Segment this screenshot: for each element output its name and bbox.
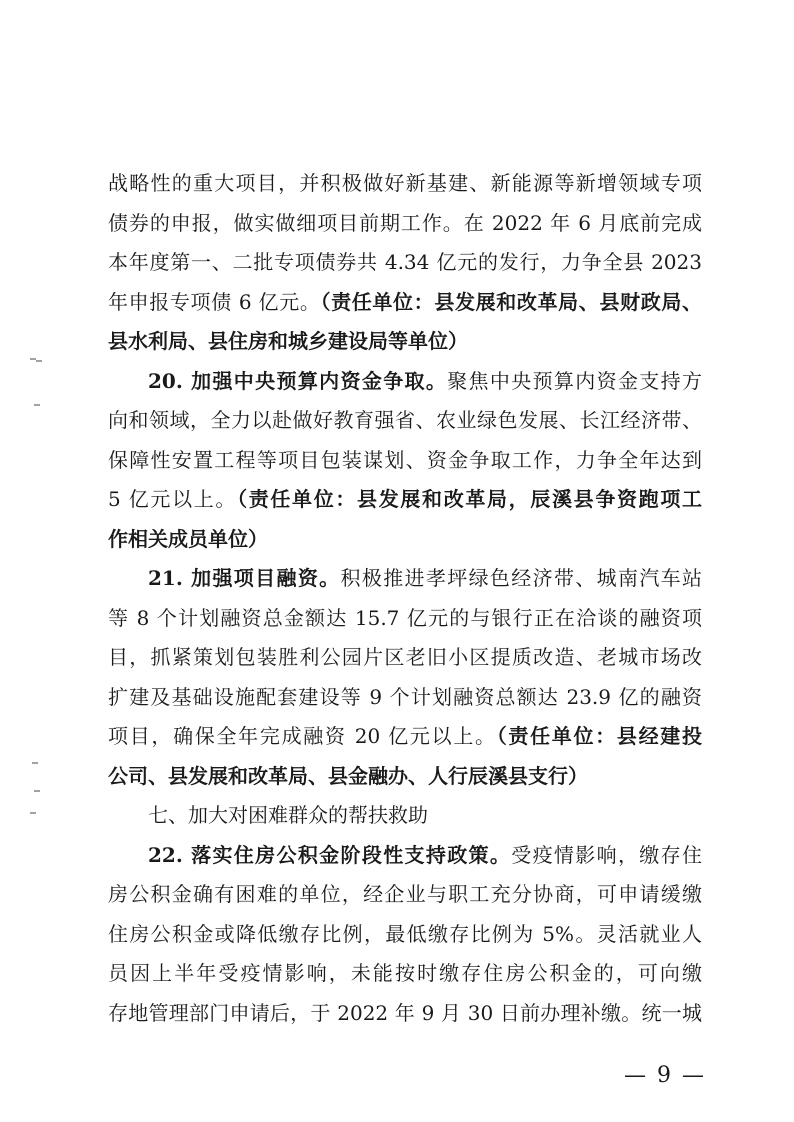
- section-heading: 七、加大对困难群众的帮扶救助: [148, 803, 428, 827]
- text-line: 县水利局、县住房和城乡建设局等单位）: [108, 329, 468, 353]
- binding-mark: [34, 404, 40, 406]
- text-line: 作相关成员单位）: [108, 526, 268, 551]
- text-line: 目，抓紧策划包装胜利公园片区老旧小区提质改造、老城市场改: [108, 645, 702, 669]
- item-title: 22. 落实住房公积金阶段性支持政策。: [148, 842, 512, 867]
- text-line: 债券的申报，做实做细项目前期工作。在 2022 年 6 月底前完成: [108, 210, 702, 235]
- page-number: — 9 —: [624, 1063, 706, 1088]
- text-line: [108, 480, 702, 520]
- text-line: 房公积金确有困难的单位，经企业与职工充分协商，可申请缓缴: [108, 882, 702, 906]
- binding-mark: [34, 790, 40, 792]
- binding-mark: [30, 812, 36, 814]
- text-line: 等 8 个计划融资总金额达 15.7 亿元的与银行正在洽谈的融资项: [108, 605, 702, 630]
- text-segment: 5 亿元以上。: [108, 487, 238, 511]
- item-22-heading-line: [108, 836, 702, 876]
- text-line: 战略性的重大项目，并积极做好新基建、新能源等新增领域专项: [108, 171, 702, 195]
- item-title: 20. 加强中央预算内资金争取。: [148, 368, 448, 393]
- binding-mark: [36, 360, 42, 362]
- body-text: [108, 164, 702, 1033]
- text-line: 本年度第一、二批专项债券共 4.34 亿元的发行，力争全县 2023: [108, 250, 702, 274]
- text-line: [108, 283, 702, 323]
- text-line: 保障性安置工程等项目包装谋划、资金争取工作，力争全年达到: [108, 447, 702, 472]
- text-line: 员因上半年受疫情影响，未能按时缴存住房公积金的，可向缴: [108, 961, 702, 985]
- text-line: 扩建及基础设施配套建设等 9 个计划融资总额达 23.9 亿的融资: [108, 684, 702, 709]
- text-segment: 积极推进孝坪绿色经济带、城南汽车站: [340, 566, 702, 590]
- text-segment: 聚焦中央预算内资金支持方: [447, 368, 702, 393]
- text-line: [108, 717, 702, 757]
- text-line: 住房公积金或降低缴存比例，最低缴存比例为 5%。灵活就业人: [108, 921, 702, 946]
- responsible-unit: （责任单位：县经建投: [496, 724, 702, 748]
- responsible-unit: （责任单位：县发展和改革局、县财政局、: [320, 289, 702, 314]
- item-title: 21. 加强项目融资。: [148, 566, 341, 590]
- item-20-heading-line: [108, 362, 702, 402]
- text-segment: 项目，确保全年完成融资 20 亿元以上。: [108, 724, 497, 748]
- text-segment: 年申报专项债 6 亿元。: [108, 289, 321, 314]
- responsible-unit: （责任单位：县发展和改革局，辰溪县争资跑项工: [237, 487, 702, 511]
- item-21-heading-line: [108, 559, 702, 599]
- text-line: 存地管理部门申请后，于 2022 年 9 月 30 日前办理补缴。统一城: [108, 1000, 702, 1025]
- binding-mark: [32, 762, 38, 764]
- text-segment: 受疫情影响，缴存住: [511, 842, 702, 867]
- text-line: 向和领域，全力以赴做好教育强省、农业绿色发展、长江经济带、: [108, 408, 702, 432]
- text-line: 公司、县发展和改革局、县金融办、人行辰溪县支行）: [108, 763, 588, 788]
